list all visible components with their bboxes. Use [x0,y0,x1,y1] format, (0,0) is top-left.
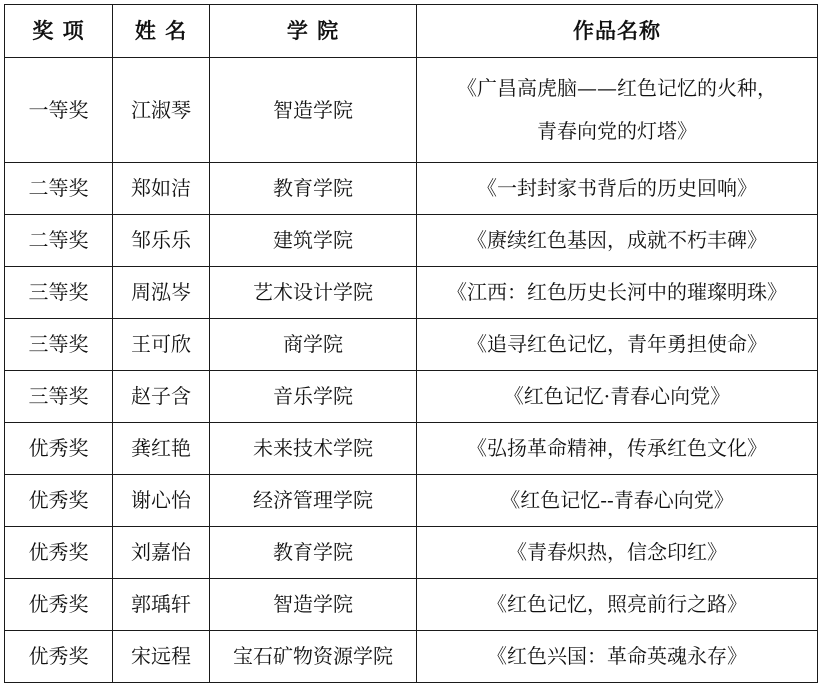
awards-table [4,4,818,683]
table-row [5,475,818,527]
name-cell: 谢心怡 [113,475,210,527]
table-row [5,215,818,267]
award-cell: 优秀奖 [5,527,113,579]
work-cell: 《红色记忆--青春心向党》 [417,475,818,527]
work-cell [417,58,818,163]
work-title-line-1: 《广昌高虎脑——红色记忆的火种， [457,76,777,100]
name-cell: 江淑琴 [113,58,210,163]
work-cell: 《弘扬革命精神，传承红色文化》 [417,423,818,475]
work-title-line-2: 青春向党的灯塔》 [537,119,697,143]
award-cell: 三等奖 [5,371,113,423]
award-cell: 一等奖 [5,58,113,163]
award-cell: 优秀奖 [5,475,113,527]
work-cell: 《红色兴国：革命英魂永存》 [417,631,818,683]
header-college: 学 院 [210,5,417,58]
table-row [5,631,818,683]
work-cell: 《追寻红色记忆，青年勇担使命》 [417,319,818,371]
header-row [5,5,818,58]
college-cell: 商学院 [210,319,417,371]
name-cell: 赵子含 [113,371,210,423]
table-row [5,371,818,423]
table-row [5,527,818,579]
award-cell: 优秀奖 [5,631,113,683]
work-cell: 《赓续红色基因，成就不朽丰碑》 [417,215,818,267]
work-cell: 《江西：红色历史长河中的璀璨明珠》 [417,267,818,319]
header-award: 奖 项 [5,5,113,58]
name-cell: 郑如洁 [113,163,210,215]
award-cell: 优秀奖 [5,423,113,475]
college-cell: 宝石矿物资源学院 [210,631,417,683]
table-row [5,319,818,371]
table-row [5,163,818,215]
name-cell: 宋远程 [113,631,210,683]
name-cell: 邹乐乐 [113,215,210,267]
name-cell: 郭瑀轩 [113,579,210,631]
college-cell: 智造学院 [210,579,417,631]
table-row [5,58,818,163]
award-cell: 三等奖 [5,267,113,319]
college-cell: 教育学院 [210,163,417,215]
name-cell: 王可欣 [113,319,210,371]
work-cell: 《青春炽热，信念印红》 [417,527,818,579]
award-cell: 二等奖 [5,163,113,215]
work-cell: 《红色记忆·青春心向党》 [417,371,818,423]
name-cell: 周泓岑 [113,267,210,319]
name-cell: 刘嘉怡 [113,527,210,579]
award-cell: 三等奖 [5,319,113,371]
college-cell: 音乐学院 [210,371,417,423]
college-cell: 未来技术学院 [210,423,417,475]
award-cell: 优秀奖 [5,579,113,631]
college-cell: 智造学院 [210,58,417,163]
college-cell: 教育学院 [210,527,417,579]
table-row [5,267,818,319]
header-work: 作品名称 [417,5,818,58]
award-cell: 二等奖 [5,215,113,267]
name-cell: 龚红艳 [113,423,210,475]
college-cell: 经济管理学院 [210,475,417,527]
college-cell: 艺术设计学院 [210,267,417,319]
college-cell: 建筑学院 [210,215,417,267]
table-row [5,423,818,475]
work-cell: 《一封封家书背后的历史回响》 [417,163,818,215]
header-name: 姓 名 [113,5,210,58]
table-row [5,579,818,631]
work-cell: 《红色记忆，照亮前行之路》 [417,579,818,631]
